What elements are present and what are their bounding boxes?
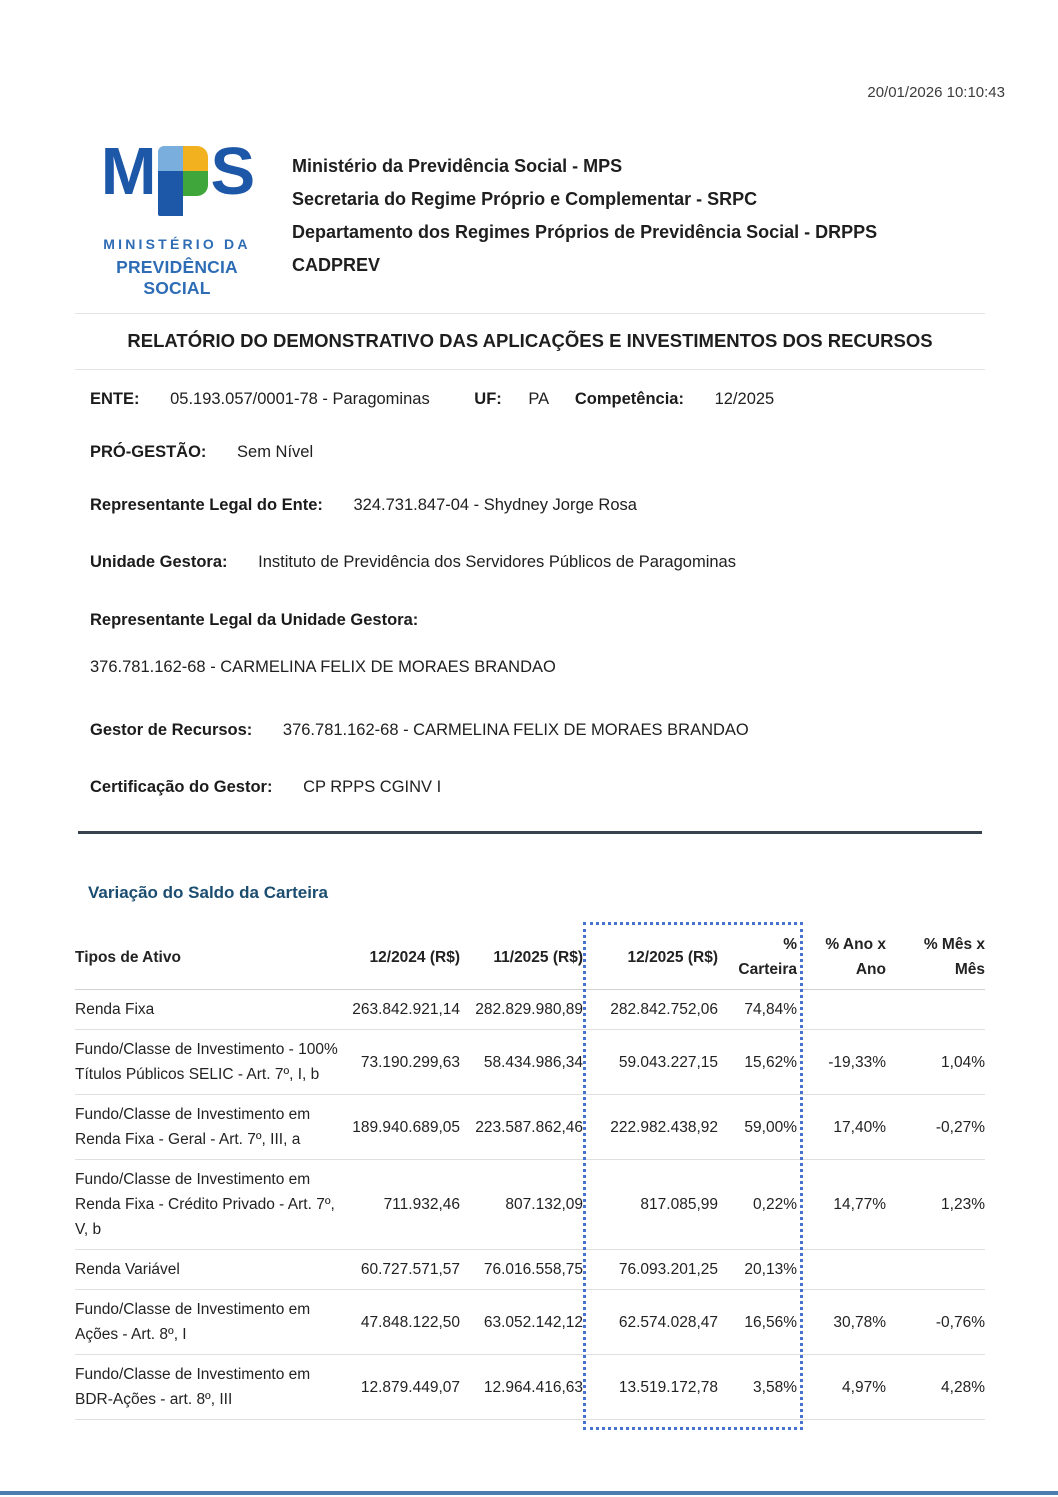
cell-11-2025: 76.016.558,75 <box>460 1250 583 1290</box>
logo-square-darkblue <box>158 171 183 216</box>
row-certificacao <box>90 778 441 797</box>
ente-label: ENTE: <box>90 390 140 408</box>
cell-12-2024: 189.940.689,05 <box>340 1095 460 1160</box>
cell-pct-mes: -0,76% <box>886 1290 985 1355</box>
portfolio-table-wrap <box>75 925 985 1420</box>
col-header-pct-ano: % Ano x Ano <box>797 925 886 990</box>
cell-11-2025: 12.964.416,63 <box>460 1355 583 1420</box>
col-header-tipos-de-ativo: Tipos de Ativo <box>75 925 340 990</box>
unidade-gestora-value: Instituto de Previdência dos Servidores Públicos de Paragominas <box>258 553 736 571</box>
logo-letter-p-icon <box>158 146 208 216</box>
logo-letter-s: S <box>210 134 254 209</box>
table-row <box>75 1160 985 1250</box>
cell-ativo: Renda Variável <box>75 1250 340 1290</box>
table-row <box>75 1250 985 1290</box>
logo-square-green <box>183 171 208 196</box>
logo-square-yellow <box>183 146 208 171</box>
competencia-label: Competência: <box>574 390 684 408</box>
logo-letter-m: M <box>100 134 155 209</box>
pro-gestao-value: Sem Nível <box>237 443 314 461</box>
cell-pct-ano <box>797 990 886 1030</box>
report-title: RELATÓRIO DO DEMONSTRATIVO DAS APLICAÇÕES E INVESTIMENTOS DOS RECURSOS <box>75 313 985 370</box>
cell-pct-carteira: 20,13% <box>718 1250 797 1290</box>
cell-pct-mes: -0,27% <box>886 1095 985 1160</box>
unidade-gestora-label: Unidade Gestora: <box>90 553 228 571</box>
cell-pct-mes <box>886 990 985 1030</box>
mps-logo <box>86 134 268 299</box>
row-unidade-gestora <box>90 553 736 572</box>
mps-logo-acronym <box>86 134 268 232</box>
section-title: Variação do Saldo da Carteira <box>88 883 328 902</box>
org-line-cadprev: CADPREV <box>292 255 381 275</box>
org-line-ministerio: Ministério da Previdência Social - MPS <box>292 156 623 176</box>
page-bottom-rule <box>0 1491 1058 1495</box>
certificacao-label: Certificação do Gestor: <box>90 778 273 796</box>
table-header-row <box>75 925 985 990</box>
cell-11-2025: 807.132,09 <box>460 1160 583 1250</box>
org-line-secretaria: Secretaria do Regime Próprio e Complementar - SRPC <box>292 189 758 209</box>
cell-pct-carteira: 3,58% <box>718 1355 797 1420</box>
row-pro-gestao <box>90 443 313 462</box>
table-row <box>75 1290 985 1355</box>
logo-previdencia-social: PREVIDÊNCIA SOCIAL <box>116 257 238 298</box>
cell-pct-ano: 17,40% <box>797 1095 886 1160</box>
cell-12-2025: 13.519.172,78 <box>583 1355 718 1420</box>
rep-legal-ente-value: 324.731.847-04 - Shydney Jorge Rosa <box>353 496 637 514</box>
cell-pct-carteira: 0,22% <box>718 1160 797 1250</box>
cell-pct-mes: 1,23% <box>886 1160 985 1250</box>
competencia-value: 12/2025 <box>714 390 775 408</box>
portfolio-table <box>75 925 985 1420</box>
table-row <box>75 1030 985 1095</box>
cell-12-2025: 817.085,99 <box>583 1160 718 1250</box>
logo-ministerio-da: MINISTÉRIO DA <box>103 236 251 252</box>
pro-gestao-label: PRÓ-GESTÃO: <box>90 443 207 461</box>
col-header-pct-mes: % Mês x Mês <box>886 925 985 990</box>
cell-ativo: Fundo/Classe de Investimento em BDR-Ações - art. 8º, III <box>75 1355 340 1420</box>
rep-legal-ente-label: Representante Legal do Ente: <box>90 496 323 514</box>
row-rep-legal-ente <box>90 496 637 515</box>
cell-pct-ano: 30,78% <box>797 1290 886 1355</box>
org-line-departamento: Departamento dos Regimes Próprios de Previdência Social - DRPPS <box>292 222 878 242</box>
cell-12-2024: 711.932,46 <box>340 1160 460 1250</box>
cell-12-2024: 47.848.122,50 <box>340 1290 460 1355</box>
cell-pct-mes <box>886 1250 985 1290</box>
cell-12-2024: 263.842.921,14 <box>340 990 460 1030</box>
cell-pct-mes: 1,04% <box>886 1030 985 1095</box>
cell-ativo: Fundo/Classe de Investimento em Renda Fixa - Crédito Privado - Art. 7º, V, b <box>75 1160 340 1250</box>
cell-pct-carteira: 59,00% <box>718 1095 797 1160</box>
table-row <box>75 990 985 1030</box>
ente-value: 05.193.057/0001-78 - Paragominas <box>170 390 430 408</box>
cell-12-2025: 62.574.028,47 <box>583 1290 718 1355</box>
row-rep-legal-ug-label <box>90 611 418 630</box>
cell-pct-ano: -19,33% <box>797 1030 886 1095</box>
uf-label: UF: <box>474 390 502 408</box>
col-header-pct-carteira: % Carteira <box>718 925 797 990</box>
cell-12-2025: 282.842.752,06 <box>583 990 718 1030</box>
cell-12-2024: 73.190.299,63 <box>340 1030 460 1095</box>
gestor-label: Gestor de Recursos: <box>90 721 253 739</box>
cell-pct-ano: 4,97% <box>797 1355 886 1420</box>
cell-12-2025: 222.982.438,92 <box>583 1095 718 1160</box>
org-header <box>292 150 877 282</box>
generated-timestamp: 20/01/2026 10:10:43 <box>867 84 1005 101</box>
cell-11-2025: 58.434.986,34 <box>460 1030 583 1095</box>
cell-pct-carteira: 15,62% <box>718 1030 797 1095</box>
cell-ativo: Fundo/Classe de Investimento - 100% Títulos Públicos SELIC - Art. 7º, I, b <box>75 1030 340 1095</box>
row-rep-legal-ug-value <box>90 658 556 677</box>
cell-12-2024: 12.879.449,07 <box>340 1355 460 1420</box>
cell-pct-carteira: 74,84% <box>718 990 797 1030</box>
cell-ativo: Fundo/Classe de Investimento em Renda Fixa - Geral - Art. 7º, III, a <box>75 1095 340 1160</box>
rep-legal-ug-label: Representante Legal da Unidade Gestora: <box>90 611 419 629</box>
col-header-12-2025: 12/2025 (R$) <box>583 925 718 990</box>
rep-legal-ug-value: 376.781.162-68 - CARMELINA FELIX DE MORAES BRANDAO <box>90 658 556 676</box>
table-row <box>75 1095 985 1160</box>
cell-12-2024: 60.727.571,57 <box>340 1250 460 1290</box>
logo-square-lightblue <box>158 146 183 171</box>
cell-pct-mes: 4,28% <box>886 1355 985 1420</box>
cell-pct-carteira: 16,56% <box>718 1290 797 1355</box>
row-gestor-recursos <box>90 721 749 740</box>
cell-11-2025: 282.829.980,89 <box>460 990 583 1030</box>
section-divider <box>78 831 982 834</box>
gestor-value: 376.781.162-68 - CARMELINA FELIX DE MORAES BRANDAO <box>282 721 749 739</box>
uf-value: PA <box>528 390 549 408</box>
col-header-11-2025: 11/2025 (R$) <box>460 925 583 990</box>
col-header-12-2024: 12/2024 (R$) <box>340 925 460 990</box>
cell-pct-ano <box>797 1250 886 1290</box>
certificacao-value: CP RPPS CGINV I <box>303 778 442 796</box>
row-ente <box>90 390 774 409</box>
cell-ativo: Renda Fixa <box>75 990 340 1030</box>
cell-ativo: Fundo/Classe de Investimento em Ações - Art. 8º, I <box>75 1290 340 1355</box>
cell-11-2025: 63.052.142,12 <box>460 1290 583 1355</box>
table-row <box>75 1355 985 1420</box>
cell-pct-ano: 14,77% <box>797 1160 886 1250</box>
cell-12-2025: 59.043.227,15 <box>583 1030 718 1095</box>
cell-12-2025: 76.093.201,25 <box>583 1250 718 1290</box>
cell-11-2025: 223.587.862,46 <box>460 1095 583 1160</box>
